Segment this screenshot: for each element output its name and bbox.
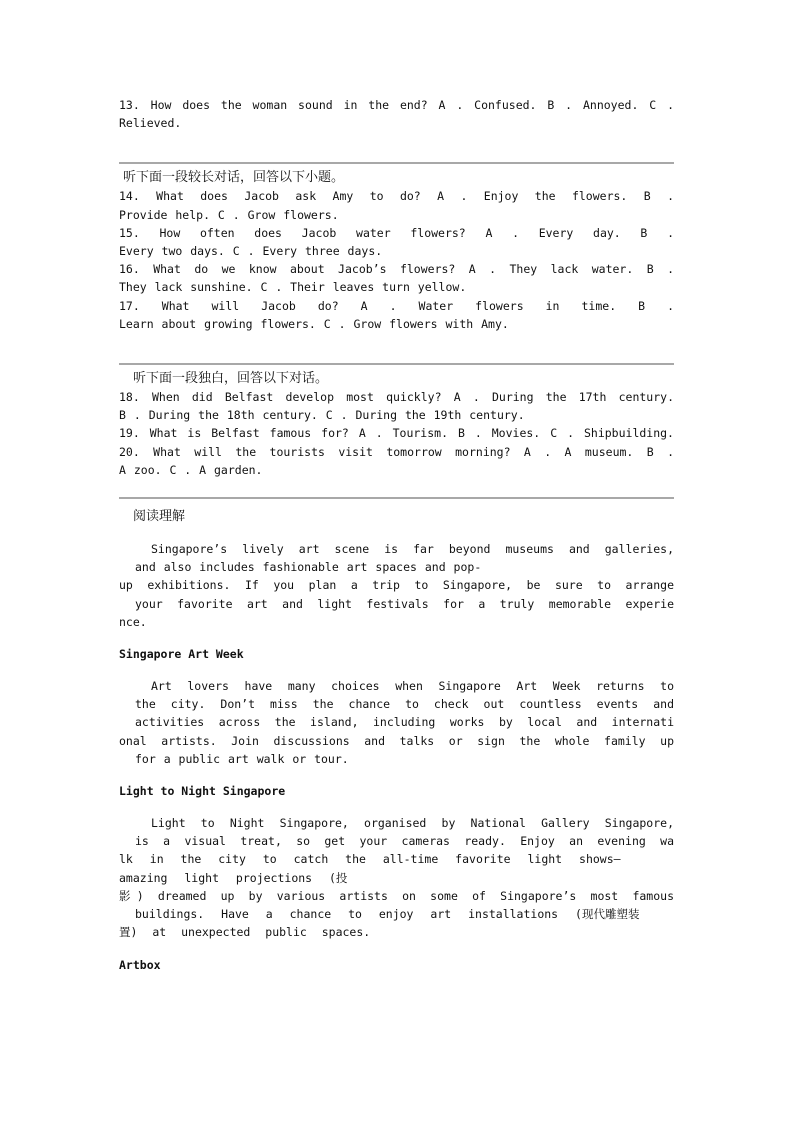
- art-week-line-5: for a public art walk or tour.: [135, 751, 349, 766]
- art-week-line-4: onal artists. Join discussions and talks or sign the whole family up: [119, 733, 674, 748]
- light-to-night-line-4: amazing light projections (投: [119, 870, 348, 885]
- section-divider: [119, 162, 674, 164]
- art-week-line-1: Art lovers have many choices when Singapore Art Week returns to: [151, 679, 674, 694]
- section-title-monologue: 听下面一段独白，回答以下对话。: [133, 371, 329, 387]
- question-16-line-1: 16. What do we know about Jacob’s flowers? A . They lack water. B .: [119, 262, 674, 277]
- question-15-line-1: 15. How often does Jacob water flowers? A . Every day. B .: [119, 225, 674, 240]
- section-title-long-dialogue: 听下面一段较长对话，回答以下小题。: [123, 170, 345, 186]
- question-16-line-2: They lack sunshine. C . Their leaves turn yellow.: [119, 280, 467, 295]
- question-20-line-2: A zoo. C . A garden.: [119, 462, 263, 477]
- heading-artbox: Artbox: [119, 957, 161, 972]
- question-17-line-2: Learn about growing flowers. C . Grow flowers with Amy.: [119, 316, 509, 331]
- light-to-night-line-2: is a visual treat, so get your cameras ready. Enjoy an evening wa: [135, 834, 674, 849]
- question-13-line-2: Relieved.: [119, 116, 182, 131]
- question-15-line-2: Every two days. C . Every three days.: [119, 244, 383, 259]
- section-title-reading: 阅读理解: [133, 509, 186, 525]
- heading-singapore-art-week: Singapore Art Week: [119, 647, 244, 662]
- question-14-line-1: 14. What does Jacob ask Amy to do? A . Enjoy the flowers. B .: [119, 189, 674, 204]
- art-week-line-2: the city. Don’t miss the chance to check out countless events and: [135, 697, 674, 712]
- reading-intro-line-5: nce.: [119, 614, 147, 629]
- question-13-line-1: 13. How does the woman sound in the end? A . Confused. B . Annoyed. C .: [119, 98, 674, 112]
- exam-page: [119, 96, 674, 988]
- reading-intro-line-3: up exhibitions. If you plan a trip to Singapore, be sure to arrange: [119, 578, 674, 593]
- question-18-line-2: B . During the 18th century. C . During the 19th century.: [119, 408, 525, 423]
- question-19-line: 19. What is Belfast famous for? A . Tourism. B . Movies. C . Shipbuilding.: [119, 426, 674, 441]
- light-to-night-line-1: Light to Night Singapore, organised by National Gallery Singapore,: [151, 816, 674, 831]
- question-14-line-2: Provide help. C . Grow flowers.: [119, 207, 339, 222]
- question-17-line-1: 17. What will Jacob do? A . Water flowers in time. B .: [119, 298, 674, 313]
- reading-intro-line-4: your favorite art and light festivals for a truly memorable experie: [135, 596, 674, 611]
- question-18-line-1: 18. When did Belfast develop most quickly? A . During the 17th century.: [119, 390, 674, 405]
- light-to-night-line-3: lk in the city to catch the all-time favorite light shows—: [119, 852, 621, 867]
- reading-intro-line-1: Singapore’s lively art scene is far beyond museums and galleries,: [151, 542, 674, 557]
- section-divider: [119, 363, 674, 365]
- question-20-line-1: 20. What will the tourists visit tomorrow morning? A . A museum. B .: [119, 444, 674, 459]
- art-week-line-3: activities across the island, including works by local and internati: [135, 715, 674, 730]
- light-to-night-line-6: buildings. Have a chance to enjoy art installations (现代雕塑装: [135, 907, 640, 922]
- light-to-night-line-7: 置) at unexpected public spaces.: [119, 925, 371, 940]
- heading-light-to-night: Light to Night Singapore: [119, 784, 286, 799]
- light-to-night-line-5: 影) dreamed up by various artists on some of Singapore’s most famous: [119, 888, 674, 903]
- section-divider: [119, 497, 674, 499]
- reading-intro-line-2: and also includes fashionable art spaces and pop-: [135, 560, 482, 575]
